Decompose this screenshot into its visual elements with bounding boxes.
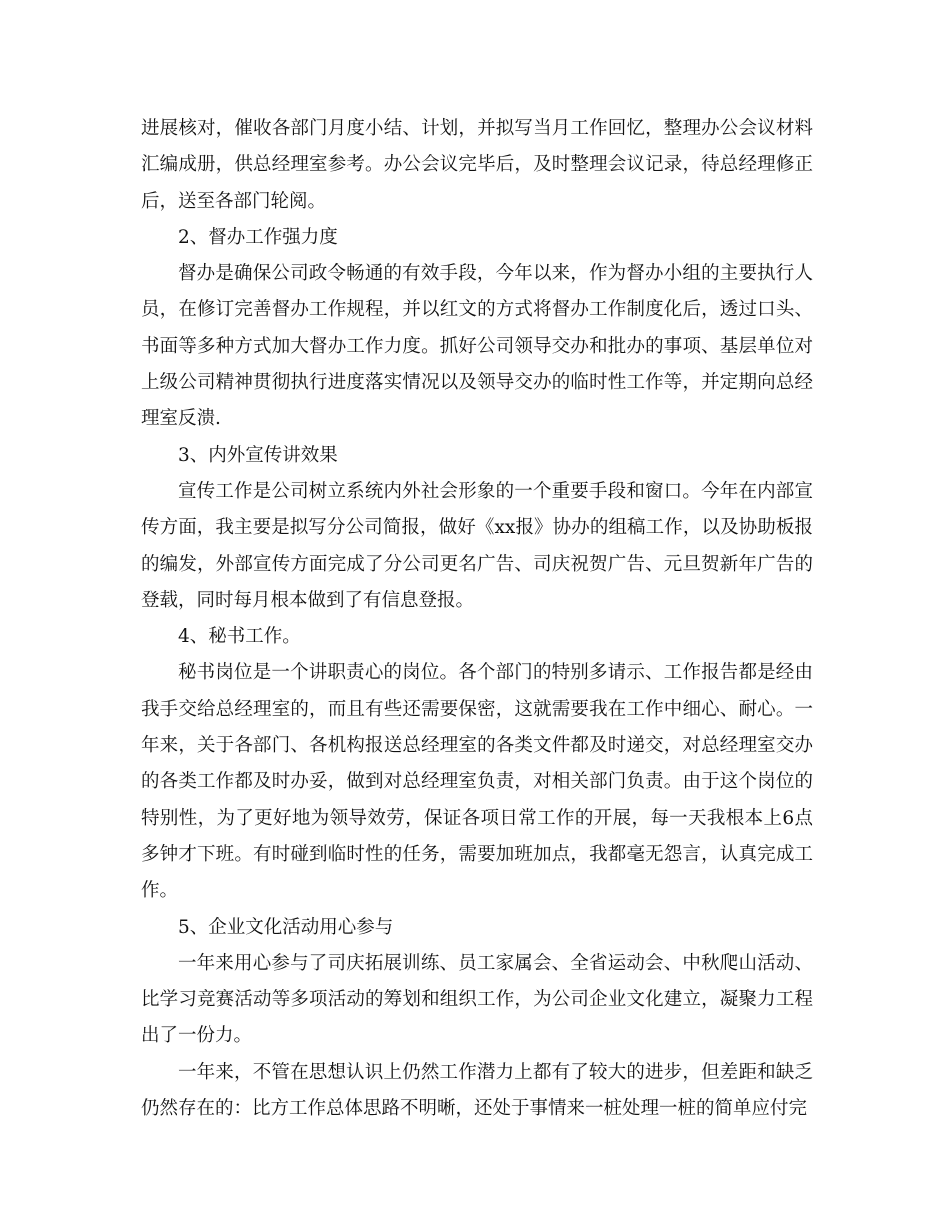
paragraph-summary: 一年来，不管在思想认识上仍然工作潜力上都有了较大的进步，但差距和缺乏仍然存在的：比方工作总体思路不明晰，还处于事情来一桩处理一桩的简单应付完: [141, 1061, 813, 1120]
paragraph-supervision: 督办是确保公司政令畅通的有效手段，今年以来，作为督办小组的主要执行人员，在修订完善督办工作规程，并以红文的方式将督办工作制度化后，透过口头、书面等多种方式加大督办工作力度。抓好公司领导交办和批办的事项、基层单位对上级公司精神贯彻执行进度落实情况以及领导交办的临时性工作等，并定期向总经理室反溃.: [141, 263, 813, 430]
section-heading-secretary: 4、秘书工作。: [178, 626, 301, 648]
section-heading-culture: 5、企业文化活动用心参与: [178, 916, 394, 938]
paragraph-secretary: 秘书岗位是一个讲职责心的岗位。各个部门的特别多请示、工作报告都是经由我手交给总经理室的，而且有些还需要保密，这就需要我在工作中细心、耐心。一年来，关于各部门、各机构报送总经理室的各类文件都及时递交，对总经理室交办的各类工作都及时办妥，做到对总经理室负责，对相关部门负责。由于这个岗位的特别性，为了更好地为领导效劳，保证各项日常工作的开展，每一天我根本上6点多钟才下班。有时碰到临时性的任务，需要加班加点，我都毫无怨言，认真完成工作。: [141, 662, 813, 902]
document-body: [141, 111, 813, 1127]
paragraph-continuation: 进展核对，催收各部门月度小结、计划，并拟写当月工作回忆，整理办公会议材料汇编成册，供总经理室参考。办公会议完毕后，及时整理会议记录，待总经理修正后，送至各部门轮阅。: [141, 118, 813, 212]
paragraph-publicity: 宣传工作是公司树立系统内外社会形象的一个重要手段和窗口。今年在内部宣传方面，我主要是拟写分公司简报，做好《xx报》协办的组稿工作，以及协助板报的编发，外部宣传方面完成了分公司更名广告、司庆祝贺广告、元旦贺新年广告的登载，同时每月根本做到了有信息登报。: [141, 480, 813, 611]
section-heading-publicity: 3、内外宣传讲效果: [178, 444, 338, 466]
section-heading-supervision: 2、督办工作强力度: [178, 226, 338, 248]
paragraph-culture: 一年来用心参与了司庆拓展训练、员工家属会、全省运动会、中秋爬山活动、比学习竞赛活动等多项活动的筹划和组织工作，为公司企业文化建立，凝聚力工程出了一份力。: [141, 952, 813, 1047]
